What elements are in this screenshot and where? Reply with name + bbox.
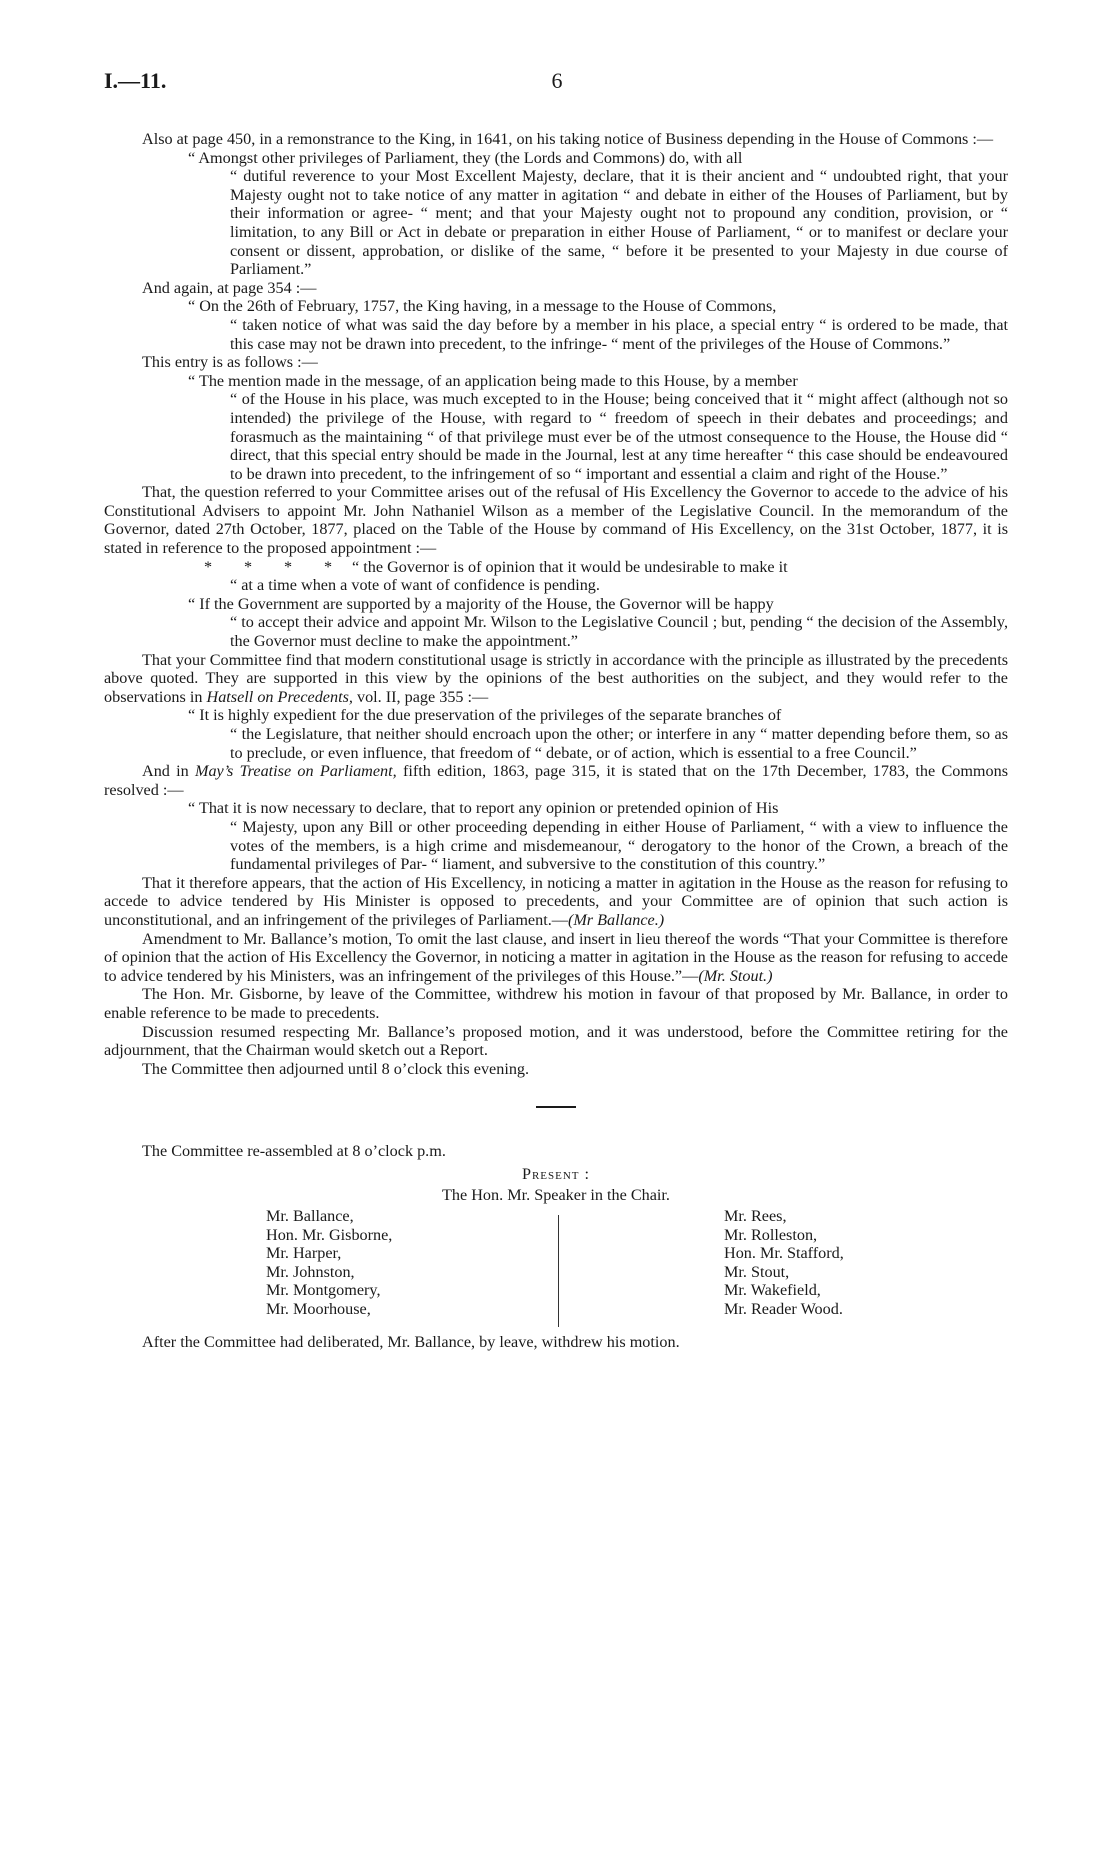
page-body — [104, 130, 1008, 1352]
paragraph-page-354: And again, at page 354 :— — [142, 278, 317, 297]
quote-entry-first: “ The mention made in the message, of an application being made to this House, by a member — [188, 371, 798, 390]
quote-governor-first: * * * * “ the Governor is of opinion that it would be undesirable to make it — [188, 558, 1008, 577]
member-name: Mr. Johnston, — [266, 1262, 355, 1281]
paragraph-entry-follows: This entry is as follows :— — [142, 353, 318, 372]
chair-line: The Hon. Mr. Speaker in the Chair. — [442, 1186, 670, 1205]
paragraph-final: After the Committee had deliberated, Mr. Ballance, by leave, withdrew his motion. — [142, 1333, 680, 1352]
member-name: Mr. Moorhouse, — [266, 1300, 371, 1319]
paragraph-adjourned: The Committee then adjourned until 8 o’clock this evening. — [142, 1059, 530, 1078]
member-name: Mr. Harper, — [266, 1244, 342, 1263]
members-present-list — [104, 1207, 1008, 1327]
ellipsis-stars: * * * * — [203, 557, 333, 576]
column-divider — [558, 1215, 559, 1327]
paragraph-remonstrance-intro: Also at page 450, in a remonstrance to the King, in 1641, on his taking notice of Business depending in the House of Commons :— — [142, 130, 994, 148]
report-reference: I.—11. — [104, 68, 167, 93]
paragraph-therefore: That it therefore appears, that the action of His Excellency, in noticing a matter in agitation in the House as the reason for refusing to accede to advice tendered by His Minister is opposed to precedents, and your Committee are of opinion that such action is unconstitutional, and an infringement of the privileges of Parliament.—(Mr Ballance.) — [104, 873, 1008, 929]
quote-government-first: “ If the Government are supported by a majority of the House, the Governor will be happy — [188, 594, 774, 613]
member-name: Mr. Rolleston, — [724, 1225, 818, 1244]
quote-hatsell-body: “ the Legislature, that neither should encroach upon the other; or interfere in any “ matter depending before them, so as to preclude, or even influence, that freedom of “ debate, or of action, which is essential to a free Council.” — [230, 725, 1008, 762]
paragraph-mays-treatise: And in May’s Treatise on Parliament, fifth edition, 1863, page 315, it is stated that on the 17th December, 1783, the Commons resolved :— — [104, 762, 1009, 799]
quote-government-body: “ to accept their advice and appoint Mr. Wilson to the Legislative Council ; but, pending “ the decision of the Assembly, the Governor must decline to make the appointment.” — [230, 613, 1008, 651]
quote-1757-body: “ taken notice of what was said the day before by a member in his place, a special entry “ is ordered to be made, that this case may not be drawn into precedent, to the infringe- “ ment of the privileges of the House of Commons.” — [230, 315, 1008, 353]
member-name: Mr. Reader Wood. — [724, 1300, 843, 1319]
quote-commons-body: “ Majesty, upon any Bill or other proceeding depending in either House of Parliament, “ with a view to influence the votes of the members, is a high crime and misdemeanour, “ derogatory to the honor of the Crown, a breach of the fundamental privileges of Par- “ liament, and subversive to the constitution of this country.” — [230, 817, 1008, 874]
quote-commons-first: “ That it is now necessary to declare, that to report any opinion or pretended opinion of His — [188, 799, 779, 818]
member-name: Mr. Stout, — [724, 1262, 790, 1281]
paragraph-constitutional-usage: That your Committee find that modern constitutional usage is strictly in accordance with the principle as illustrated by the precedents above quoted. They are supported in this view by the opinions of the best authorities on the subject, and they would refer to the observations in Hatsell on Precedents, vol. II, page 355 :— — [104, 650, 1008, 706]
present-heading: Present : — [521, 1164, 591, 1183]
quote-governor-body: “ at a time when a vote of want of confidence is pending. — [230, 576, 600, 595]
paragraph-gisborne: The Hon. Mr. Gisborne, by leave of the Committee, withdrew his motion in favour of that proposed by Mr. Ballance, in order to enable reference to be made to precedents. — [104, 985, 1008, 1022]
quote-hatsell-first: “ It is highly expedient for the due preservation of the privileges of the separate branches of — [188, 706, 782, 725]
page-number: 6 — [551, 68, 563, 93]
paragraph-amendment: Amendment to Mr. Ballance’s motion, To omit the last clause, and insert in lieu thereof the words “That your Committee is therefore of opinion that the action of His Excellency the Governor, in noticing a matter in agitation in the House as the reason for refusing to accede to advice tendered by his Ministers, was an infringement of the privileges of this House.”—(Mr. Stout.) — [104, 929, 1008, 985]
member-name: Mr. Montgomery, — [266, 1281, 381, 1300]
paragraph-question-referred: That, the question referred to your Committee arises out of the refusal of His Excellency the Governor to accede to the advice of his Constitutional Advisers to appoint Mr. John Nathaniel Wilson as a member of the Legislative Council. In the memorandum of the Governor, dated 27th October, 1877, placed on the Table of the House by command of His Excellency, on the 31st October, 1877, it is stated in reference to the proposed appointment :— — [104, 483, 1008, 558]
quote-1641-first: “ Amongst other privileges of Parliament, they (the Lords and Commons) do, with all — [188, 148, 743, 167]
member-name: Hon. Mr. Stafford, — [724, 1244, 844, 1263]
member-name: Mr. Wakefield, — [724, 1281, 821, 1300]
members-right-column — [724, 1207, 844, 1319]
paragraph-discussion: Discussion resumed respecting Mr. Ballance’s proposed motion, and it was understood, before the Committee retiring for the adjournment, that the Chairman would sketch out a Report. — [104, 1022, 1008, 1060]
member-name: Hon. Mr. Gisborne, — [266, 1225, 393, 1244]
quote-entry-body: “ of the House in his place, was much excepted to in the House; being conceived that it “ might affect (although not so intended) the privilege of the House, with regard to “ freedom of speech in their debates and proceedings; and forasmuch as the maintaining “ of that privilege must ever be of the utmost consequence to the House, the House did “ direct, that this special entry should be made in the Journal, lest at any time hereafter “ this case should be endeavoured to be drawn into precedent, to the infringement of so “ important and essential a claim and right of the House.” — [230, 390, 1008, 483]
member-name: Mr. Ballance, — [266, 1207, 354, 1226]
section-divider — [536, 1106, 576, 1108]
members-left-column — [266, 1207, 392, 1319]
paragraph-reassembled: The Committee re-assembled at 8 o’clock p.m. — [142, 1142, 446, 1161]
quote-1757-first: “ On the 26th of February, 1757, the King having, in a message to the House of Commons, — [188, 297, 777, 316]
member-name: Mr. Rees, — [724, 1207, 787, 1226]
quote-1641-body: “ dutiful reverence to your Most Excellent Majesty, declare, that it is their ancient and “ undoubted right, that your Majesty ought not to take notice of any matter in agitation “ and debate in either of the Houses of Parliament, but by their information or agree- “ ment; and that your Majesty ought not to propound any condition, provision, or “ limitation, to any Bill or Act in debate or preparation in either House of Parliament, “ or to manifest or declare your consent or dissent, approbation, or dislike of the same, “ before it be presented to your Majesty in due course of Parliament.” — [230, 167, 1008, 279]
